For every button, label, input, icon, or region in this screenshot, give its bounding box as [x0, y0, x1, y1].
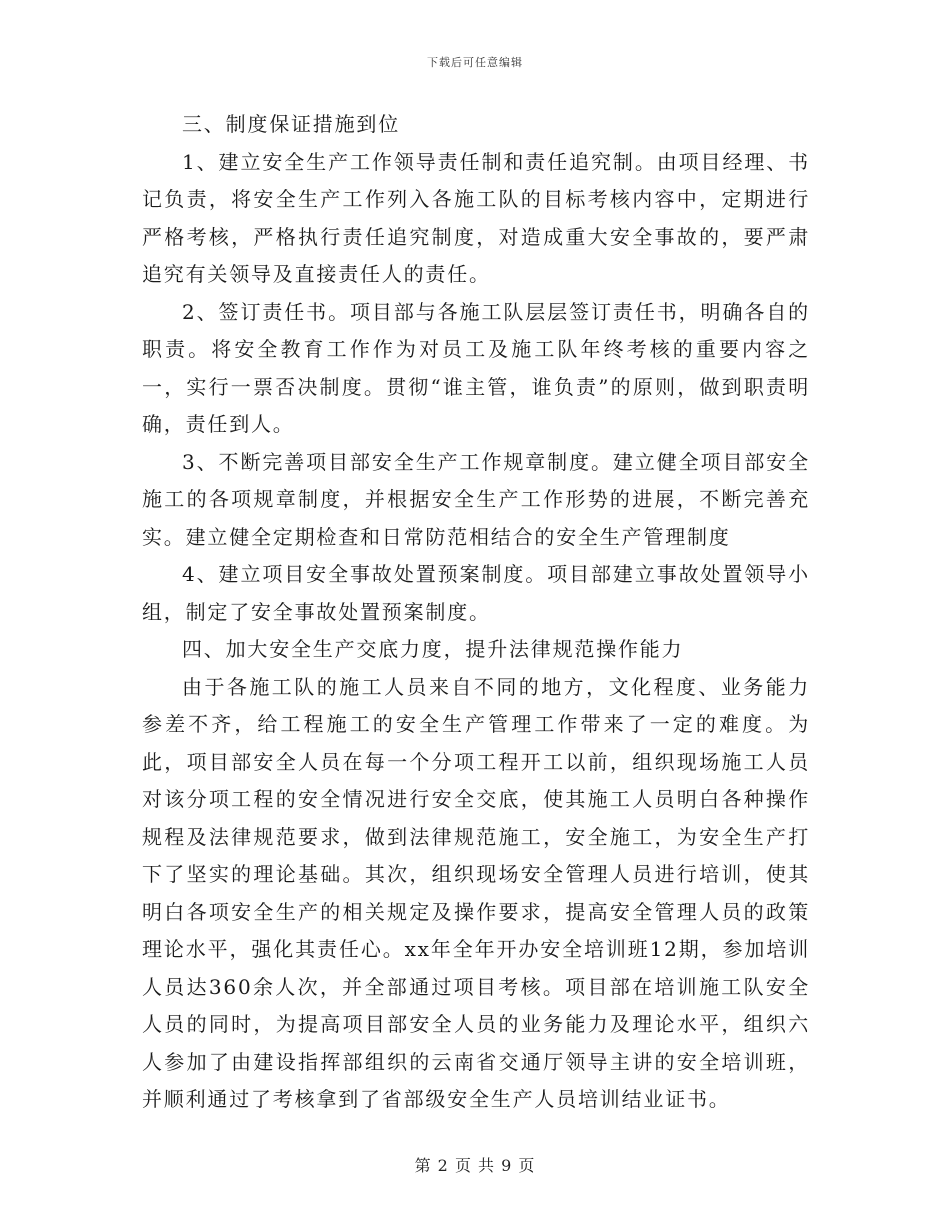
- document-body: [142, 106, 810, 1119]
- paragraph-item-2: 2、签订责任书。项目部与各施工队层层签订责任书，明确各自的职责。将安全教育工作作为对员工及施工队年终考核的重要内容之一，实行一票否决制度。贯彻“谁主管，谁负责”的原则，做到职责明确，责任到人。: [142, 299, 810, 436]
- paragraph-item-4: 4、建立项目安全事故处置预案制度。项目部建立事故处置领导小组，制定了安全事故处置预案制度。: [142, 562, 810, 624]
- page-number-footer: 第 2 页 共 9 页: [414, 1156, 536, 1175]
- paragraph-item-3: 3、不断完善项目部安全生产工作规章制度。建立健全项目部安全施工的各项规章制度，并根据安全生产工作形势的进展，不断完善充实。建立健全定期检查和日常防范相结合的安全生产管理制度: [142, 449, 810, 549]
- section-heading-3: 三、制度保证措施到位: [182, 112, 400, 136]
- paragraph-training: 由于各施工队的施工人员来自不同的地方，文化程度、业务能力参差不齐，给工程施工的安全生产管理工作带来了一定的难度。为此，项目部安全人员在每一个分项工程开工以前，组织现场施工人员对该分项工程的安全情况进行安全交底，使其施工人员明白各种操作规程及法律规范要求，做到法律规范施工，安全施工，为安全生产打下了坚实的理论基础。其次，组织现场安全管理人员进行培训，使其明白各项安全生产的相关规定及操作要求，提高安全管理人员的政策理论水平，强化其责任心。xx年全年开办安全培训班12期，参加培训人员达360余人次，并全部通过项目考核。项目部在培训施工队安全人员的同时，为提高项目部安全人员的业务能力及理论水平，组织六人参加了由建设指挥部组织的云南省交通厅领导主讲的安全培训班，并顺利通过了考核拿到了省部级安全生产人员培训结业证书。: [142, 674, 810, 1111]
- section-heading-4: 四、加大安全生产交底力度，提升法律规范操作能力: [182, 637, 684, 661]
- page-header-note: 下载后可任意编辑: [427, 56, 523, 69]
- paragraph-item-1: 1、建立安全生产工作领导责任制和责任追究制。由项目经理、书记负责，将安全生产工作列入各施工队的目标考核内容中，定期进行严格考核，严格执行责任追究制度，对造成重大安全事故的，要严肃追究有关领导及直接责任人的责任。: [142, 149, 810, 286]
